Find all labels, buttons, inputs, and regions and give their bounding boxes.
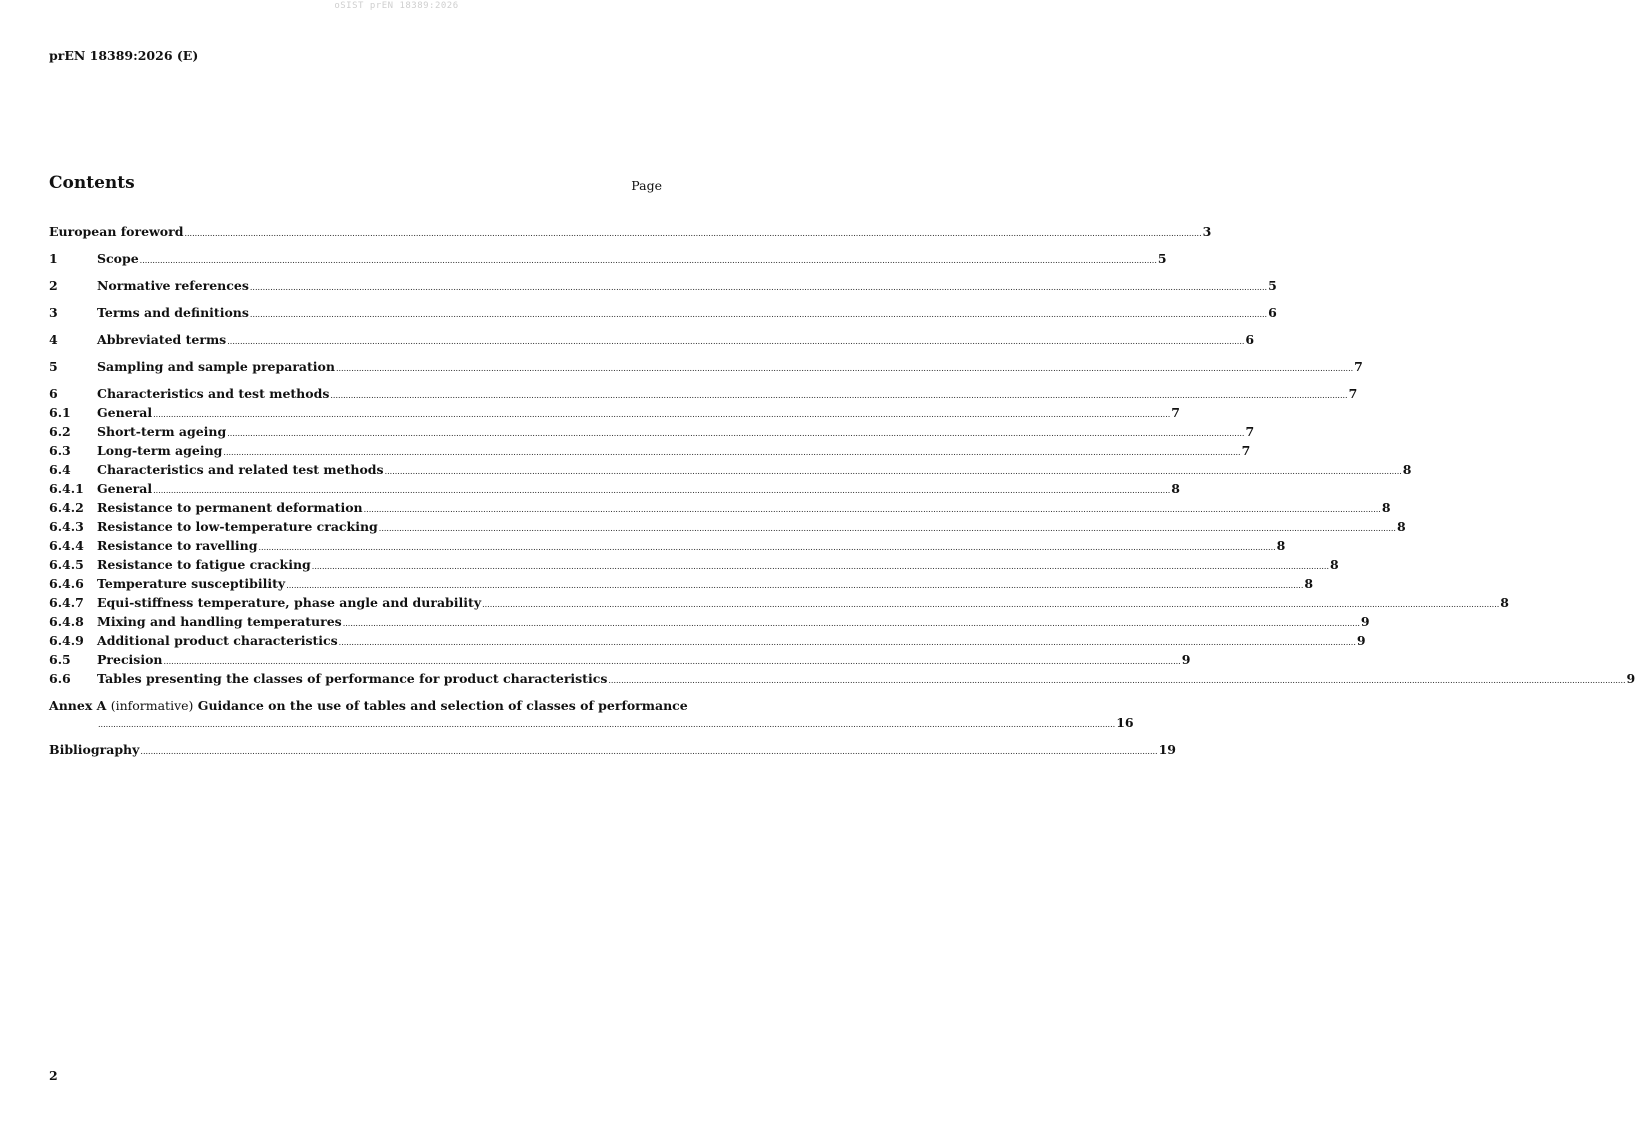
toc-entry-bibliography[interactable] bbox=[49, 741, 1176, 760]
dot-leader: ................................................................................................................................................................................................................................................................................................................................................................................................................ bbox=[153, 410, 1171, 419]
annex-title: Guidance on the use of tables and selection of classes of performance bbox=[197, 698, 688, 713]
dot-leader: ................................................................................................................................................................................................................................................................................................................................................................................................................ bbox=[258, 543, 1276, 552]
toc-entry[interactable] bbox=[49, 442, 1251, 461]
toc-entry[interactable] bbox=[49, 385, 1358, 404]
toc-entry-title: Resistance to ravelling bbox=[97, 538, 258, 553]
annex-qualifier: (informative) bbox=[110, 698, 194, 713]
toc-entry-page: 7 bbox=[1241, 443, 1251, 458]
dot-leader: ................................................................................................................................................................................................................................................................................................................................................................................................................ bbox=[98, 720, 1116, 729]
toc-entry-number: 6.4 bbox=[49, 462, 71, 477]
toc-entry[interactable] bbox=[49, 651, 1191, 670]
toc-entry-number: 5 bbox=[49, 359, 58, 374]
dot-leader: ................................................................................................................................................................................................................................................................................................................................................................................................................ bbox=[338, 638, 1356, 647]
toc-entry-page: 7 bbox=[1348, 386, 1358, 401]
toc-entry-page: 8 bbox=[1329, 557, 1339, 572]
toc-entry-title: Temperature susceptibility bbox=[97, 576, 286, 591]
toc-entry-number: 6.4.2 bbox=[49, 500, 84, 515]
toc-entry-page: 9 bbox=[1181, 652, 1191, 667]
toc-entry-page: 5 bbox=[1268, 278, 1277, 293]
dot-leader: ................................................................................................................................................................................................................................................................................................................................................................................................................ bbox=[384, 467, 1402, 476]
toc-entry-page: 8 bbox=[1500, 595, 1509, 610]
toc-entry-number: 6 bbox=[49, 386, 58, 401]
toc-entry-title: Scope bbox=[97, 251, 139, 266]
toc-entry-title: Short-term ageing bbox=[97, 424, 227, 439]
toc-entry-page: 9 bbox=[1360, 614, 1370, 629]
toc-entry-title: Tables presenting the classes of performance for product characteristics bbox=[97, 671, 608, 686]
toc-entry[interactable] bbox=[49, 594, 1509, 613]
toc-entry-title: Mixing and handling temperatures bbox=[97, 614, 342, 629]
page-number: 2 bbox=[49, 1068, 58, 1083]
document-id: prEN 18389:2026 (E) bbox=[49, 48, 199, 63]
toc-entry[interactable] bbox=[49, 499, 1391, 518]
dot-leader: ................................................................................................................................................................................................................................................................................................................................................................................................................ bbox=[608, 676, 1626, 685]
toc-entry[interactable] bbox=[49, 537, 1286, 556]
toc-entry[interactable] bbox=[49, 358, 1363, 377]
toc-entry-number: 6.5 bbox=[49, 652, 71, 667]
dot-leader: ................................................................................................................................................................................................................................................................................................................................................................................................................ bbox=[223, 448, 1241, 457]
toc-entry-title: General bbox=[97, 405, 153, 420]
toc-entry-page: 8 bbox=[1171, 481, 1180, 496]
toc-entry-number: 1 bbox=[49, 251, 58, 266]
toc-entry-page: 9 bbox=[1356, 633, 1366, 648]
toc-entry-page: 8 bbox=[1276, 538, 1286, 553]
toc-entry[interactable] bbox=[49, 304, 1277, 323]
toc-entry-number: 6.2 bbox=[49, 424, 71, 439]
toc-entry[interactable] bbox=[49, 277, 1277, 296]
watermark: oSIST prEN 18389:2026 bbox=[334, 1, 459, 11]
toc-entry-page: 8 bbox=[1381, 500, 1391, 515]
dot-leader: ................................................................................................................................................................................................................................................................................................................................................................................................................ bbox=[140, 747, 1158, 756]
dot-leader: ................................................................................................................................................................................................................................................................................................................................................................................................................ bbox=[184, 229, 1202, 238]
toc-entry-number: 6.4.6 bbox=[49, 576, 84, 591]
toc-entry-page: 7 bbox=[1245, 424, 1255, 439]
toc-entry[interactable] bbox=[49, 223, 1212, 242]
dot-leader: ................................................................................................................................................................................................................................................................................................................................................................................................................ bbox=[249, 310, 1268, 319]
toc-entry-number: 6.1 bbox=[49, 405, 71, 420]
dot-leader: ................................................................................................................................................................................................................................................................................................................................................................................................................ bbox=[363, 505, 1381, 514]
dot-leader: ................................................................................................................................................................................................................................................................................................................................................................................................................ bbox=[227, 429, 1245, 438]
toc-entry-title: Resistance to fatigue cracking bbox=[97, 557, 311, 572]
toc-entry[interactable] bbox=[49, 575, 1314, 594]
toc-entry-page: 8 bbox=[1402, 462, 1412, 477]
dot-leader: ................................................................................................................................................................................................................................................................................................................................................................................................................ bbox=[330, 391, 1348, 400]
dot-leader: ................................................................................................................................................................................................................................................................................................................................................................................................................ bbox=[153, 486, 1171, 495]
dot-leader: ................................................................................................................................................................................................................................................................................................................................................................................................................ bbox=[286, 581, 1304, 590]
toc-entry-number: 6.4.3 bbox=[49, 519, 84, 534]
toc-entry-number: 3 bbox=[49, 305, 58, 320]
toc-entry[interactable] bbox=[49, 518, 1406, 537]
toc-entry-title: General bbox=[97, 481, 153, 496]
annex-page: 16 bbox=[1116, 715, 1134, 730]
dot-leader: ................................................................................................................................................................................................................................................................................................................................................................................................................ bbox=[311, 562, 1329, 571]
toc-entry[interactable] bbox=[49, 480, 1180, 499]
toc-entry-page: 6 bbox=[1245, 332, 1255, 347]
toc-entry[interactable] bbox=[49, 331, 1255, 350]
toc-entry-title: Terms and definitions bbox=[97, 305, 249, 320]
toc-entries bbox=[49, 223, 1635, 689]
toc-entry-number: 2 bbox=[49, 278, 58, 293]
toc-entry-title: Additional product characteristics bbox=[97, 633, 338, 648]
toc-entry-title: Characteristics and related test methods bbox=[97, 462, 384, 477]
dot-leader: ................................................................................................................................................................................................................................................................................................................................................................................................................ bbox=[378, 524, 1396, 533]
toc-entry-page: 7 bbox=[1354, 359, 1363, 374]
toc-entry[interactable] bbox=[49, 670, 1635, 689]
toc-entry-title: European foreword bbox=[49, 224, 184, 239]
toc-entry-annex-a[interactable] bbox=[49, 697, 1134, 733]
toc-entry[interactable] bbox=[49, 632, 1366, 651]
toc-entry-title: Resistance to low-temperature cracking bbox=[97, 519, 378, 534]
toc-entry-number: 6.4.5 bbox=[49, 557, 84, 572]
toc-entry-page: 5 bbox=[1157, 251, 1167, 266]
dot-leader: ................................................................................................................................................................................................................................................................................................................................................................................................................ bbox=[163, 657, 1181, 666]
dot-leader: ................................................................................................................................................................................................................................................................................................................................................................................................................ bbox=[227, 337, 1245, 346]
toc-entry-title: Resistance to permanent deformation bbox=[97, 500, 363, 515]
toc-entry[interactable] bbox=[49, 613, 1370, 632]
toc-entry[interactable] bbox=[49, 423, 1255, 442]
toc-entry-title: Long-term ageing bbox=[97, 443, 223, 458]
toc-entry-page: 8 bbox=[1304, 576, 1314, 591]
toc-entry-number: 6.4.7 bbox=[49, 595, 84, 610]
toc-entry-title: Abbreviated terms bbox=[97, 332, 227, 347]
toc-entry-page: 7 bbox=[1171, 405, 1180, 420]
toc-entry-number: 6.6 bbox=[49, 671, 71, 686]
toc-entry-page: 6 bbox=[1268, 305, 1277, 320]
toc-entry[interactable] bbox=[49, 250, 1167, 269]
bibliography-title: Bibliography bbox=[49, 742, 140, 757]
toc-entry-title: Equi-stiffness temperature, phase angle and durability bbox=[97, 595, 482, 610]
annex-label: Annex A bbox=[49, 698, 107, 713]
toc-entry-number: 6.4.8 bbox=[49, 614, 84, 629]
dot-leader: ................................................................................................................................................................................................................................................................................................................................................................................................................ bbox=[342, 619, 1360, 628]
toc-entry-title: Sampling and sample preparation bbox=[97, 359, 335, 374]
toc-entry[interactable] bbox=[49, 556, 1339, 575]
dot-leader: ................................................................................................................................................................................................................................................................................................................................................................................................................ bbox=[482, 600, 1500, 609]
table-of-contents bbox=[49, 223, 1635, 760]
toc-entry-title: Normative references bbox=[97, 278, 249, 293]
dot-leader: ................................................................................................................................................................................................................................................................................................................................................................................................................ bbox=[335, 364, 1354, 373]
toc-entry-title: Characteristics and test methods bbox=[97, 386, 330, 401]
page-column-label: Page bbox=[631, 178, 662, 193]
toc-entry-number: 4 bbox=[49, 332, 58, 347]
toc-entry-number: 6.4.9 bbox=[49, 633, 84, 648]
contents-heading: Contents bbox=[49, 173, 135, 193]
toc-entry[interactable] bbox=[49, 404, 1180, 423]
dot-leader: ................................................................................................................................................................................................................................................................................................................................................................................................................ bbox=[249, 283, 1268, 292]
toc-entry-number: 6.3 bbox=[49, 443, 71, 458]
toc-entry-page: 9 bbox=[1626, 671, 1635, 686]
toc-entry-title: Precision bbox=[97, 652, 163, 667]
toc-entry[interactable] bbox=[49, 461, 1412, 480]
bibliography-page: 19 bbox=[1158, 742, 1176, 757]
toc-entry-number: 6.4.1 bbox=[49, 481, 84, 496]
toc-entry-page: 8 bbox=[1396, 519, 1406, 534]
toc-entry-page: 3 bbox=[1202, 224, 1212, 239]
dot-leader: ................................................................................................................................................................................................................................................................................................................................................................................................................ bbox=[139, 256, 1157, 265]
toc-entry-number: 6.4.4 bbox=[49, 538, 84, 553]
